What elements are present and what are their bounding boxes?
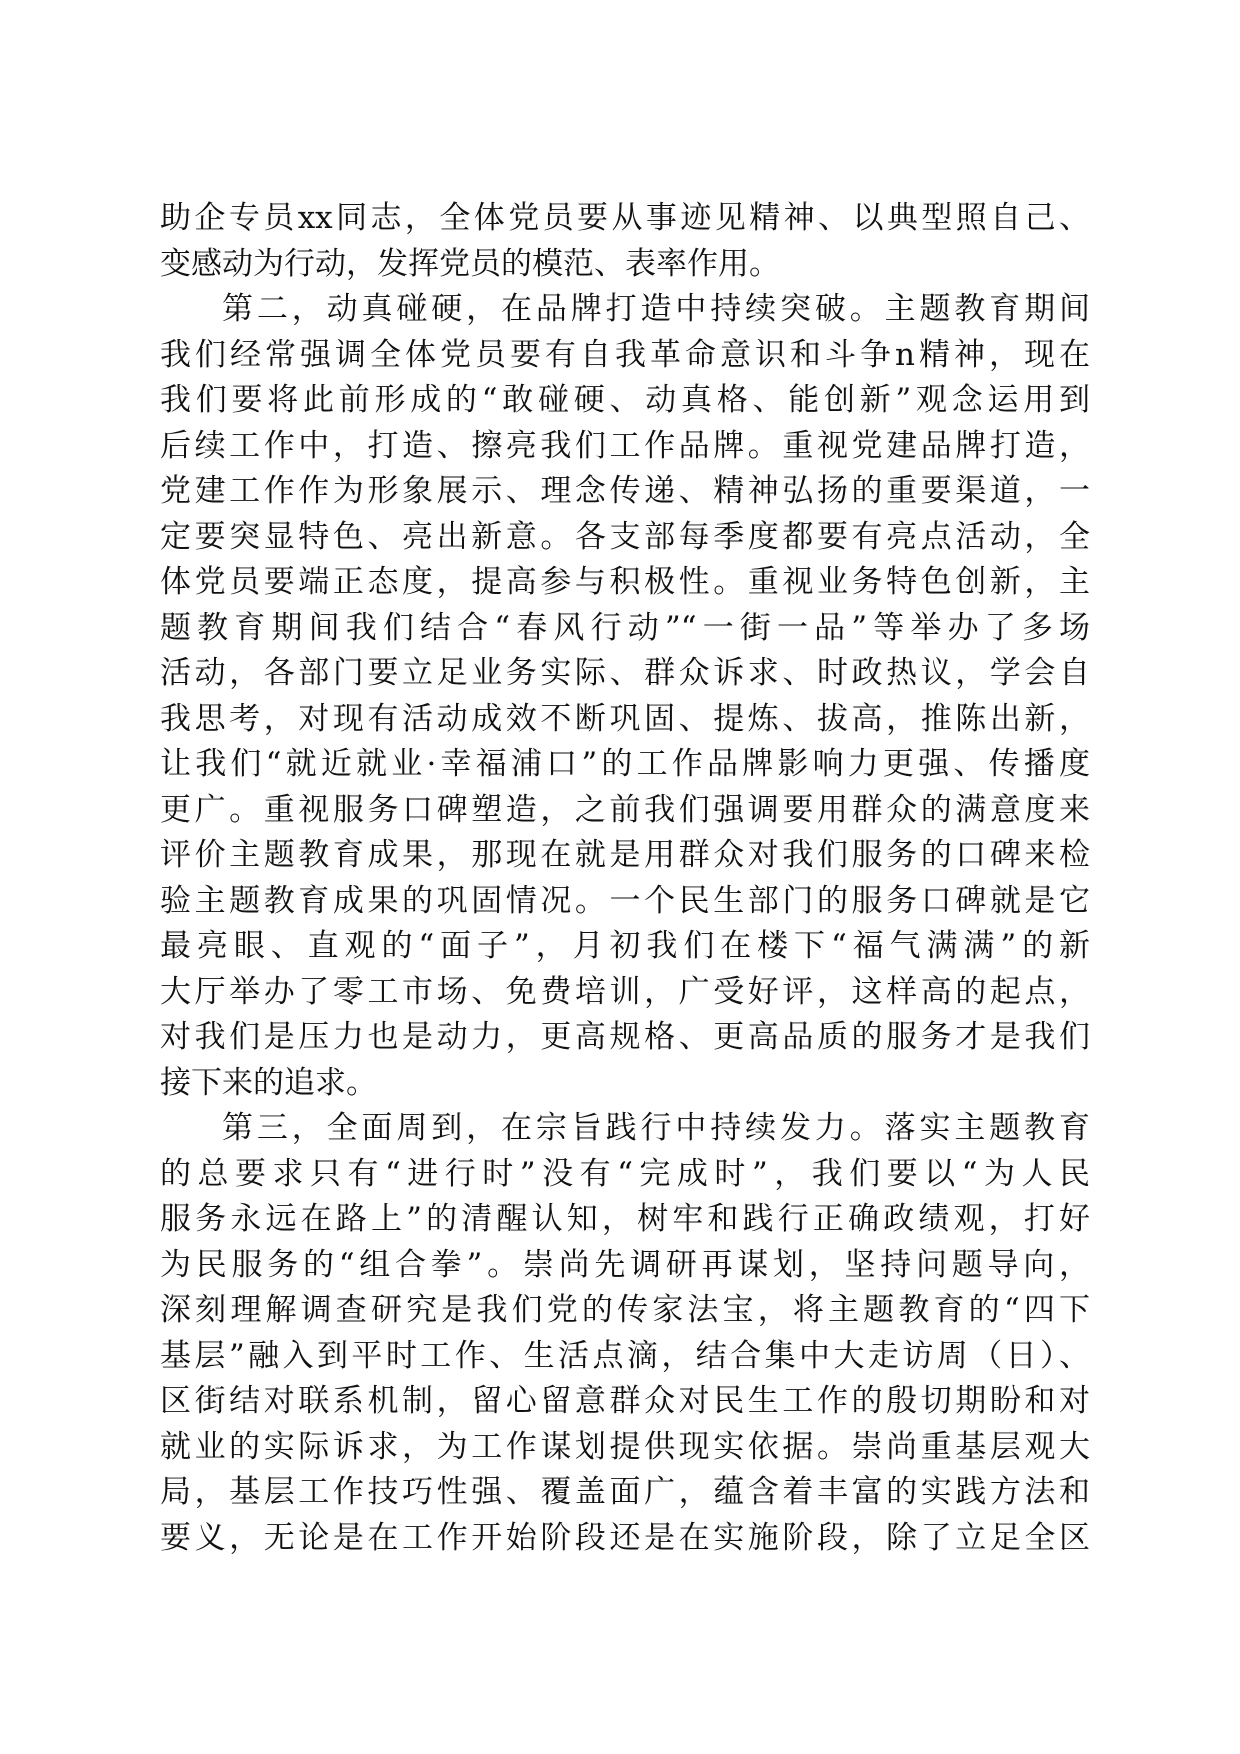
text-line: 我思考，对现有活动成效不断巩固、提炼、拔高，推陈出新， <box>160 700 1090 737</box>
text-line: 体党员要端正态度，提高参与积极性。重视业务特色创新，主 <box>160 564 1090 600</box>
text-line: 活动，各部门要立足业务实际、群众诉求、时政热议，学会自 <box>160 655 1090 691</box>
text-line: 变感动为行动，发挥党员的模范、表率作用。 <box>160 245 780 282</box>
text-line: 的总要求只有“进行时”没有“完成时”，我们要以“为人民 <box>160 1155 1090 1192</box>
text-line: 为民服务的“组合拳”。崇尚先调研再谋划，坚持问题导向， <box>160 1246 1090 1283</box>
text-line: 对我们是压力也是动力，更高规格、更高品质的服务才是我们 <box>160 1019 1090 1055</box>
text-line: 定要突显特色、亮出新意。各支部每季度都要有亮点活动，全 <box>160 518 1090 555</box>
text-line: 评价主题教育成果，那现在就是用群众对我们服务的口碑来检 <box>160 837 1090 873</box>
text-line: 区街结对联系机制，留心留意群众对民生工作的殷切期盼和对 <box>160 1383 1090 1419</box>
text-line: 更广。重视服务口碑塑造，之前我们强调要用群众的满意度来 <box>160 791 1090 828</box>
text-line: 接下来的追求。 <box>160 1064 377 1101</box>
text-line: 后续工作中，打造、擦亮我们工作品牌。重视党建品牌打造， <box>160 427 1090 464</box>
text-line: 要义，无论是在工作开始阶段还是在实施阶段，除了立足全区 <box>160 1519 1090 1556</box>
text-line: 就业的实际诉求，为工作谋划提供现实依据。崇尚重基层观大 <box>160 1428 1090 1465</box>
text-line: 题教育期间我们结合“春风行动”“一街一品”等举办了多场 <box>160 609 1090 646</box>
text-line: 党建工作作为形象展示、理念传递、精神弘扬的重要渠道，一 <box>160 473 1090 509</box>
body-text <box>160 196 1090 1561</box>
text-line: 助企专员xx同志，全体党员要从事迹见精神、以典型照自己、 <box>160 200 1090 236</box>
text-line: 服务永远在路上”的清醒认知，树牢和践行正确政绩观，打好 <box>160 1201 1090 1237</box>
text-line: 验主题教育成果的巩固情况。一个民生部门的服务口碑就是它 <box>160 882 1090 919</box>
text-line: 让我们“就近就业·幸福浦口”的工作品牌影响力更强、传播度 <box>160 746 1090 782</box>
paragraph-heading-line: 第三，全面周到，在宗旨践行中持续发力。落实主题教育 <box>222 1110 1090 1146</box>
text-line: 最亮眼、直观的“面子”，月初我们在楼下“福气满满”的新 <box>160 928 1090 964</box>
text-line: 深刻理解调查研究是我们党的传家法宝，将主题教育的“四下 <box>160 1292 1090 1328</box>
paragraph-heading-line: 第二，动真碰硬，在品牌打造中持续突破。主题教育期间 <box>222 291 1090 327</box>
text-line: 我们经常强调全体党员要有自我革命意识和斗争n精神，现在 <box>160 336 1090 373</box>
text-line: 局，基层工作技巧性强、覆盖面广，蕴含着丰富的实践方法和 <box>160 1474 1090 1510</box>
text-line: 大厅举办了零工市场、免费培训，广受好评，这样高的起点， <box>160 973 1090 1010</box>
text-line: 基层”融入到平时工作、生活点滴，结合集中大走访周（日）、 <box>160 1337 1090 1374</box>
text-line: 我们要将此前形成的“敢碰硬、动真格、能创新”观念运用到 <box>160 382 1090 418</box>
